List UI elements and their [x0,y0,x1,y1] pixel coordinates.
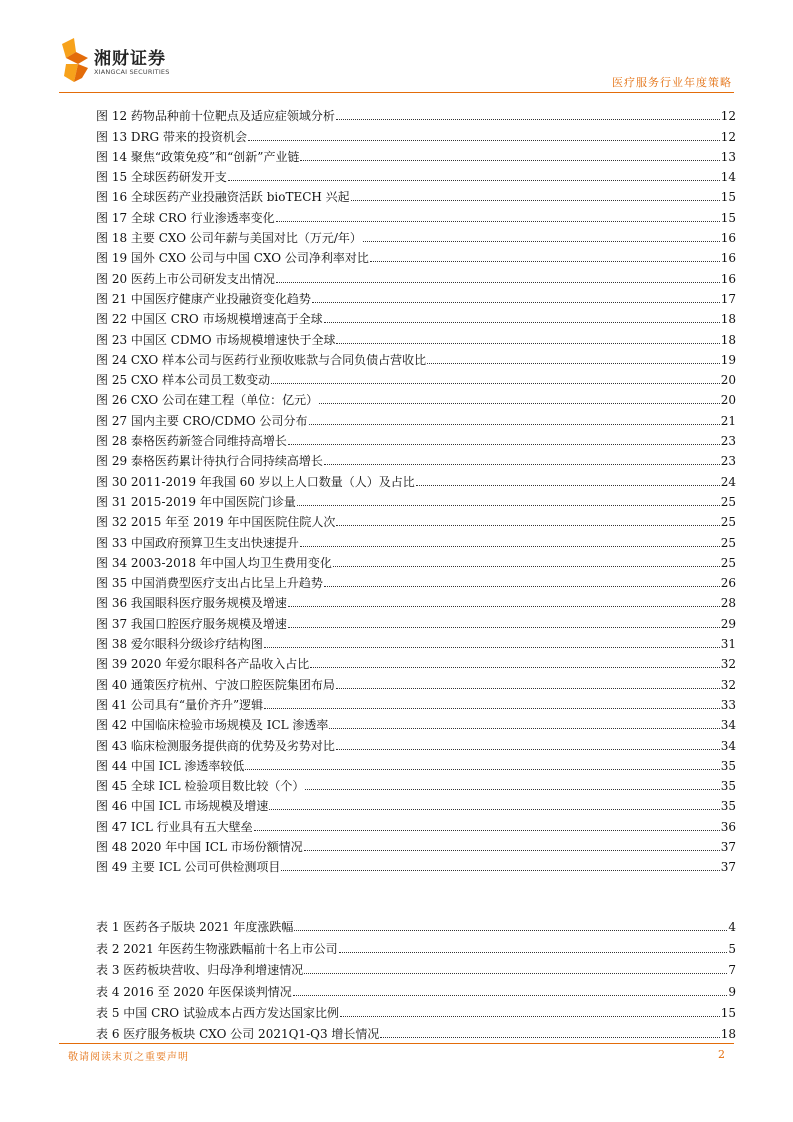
figure-entry-page: 16 [720,231,736,246]
page-number: 2 [718,1048,725,1061]
dot-leader [288,443,720,445]
dot-leader [351,199,720,201]
figure-entry-label: 图 45 全球 ICL 检验项目数比较（个） [96,779,305,794]
figure-entry-page: 18 [720,312,736,327]
figure-entry[interactable] [96,509,736,529]
figure-entry-page: 32 [720,657,736,672]
figure-entry-label: 图 49 主要 ICL 公司可供检测项目 [96,860,281,875]
figure-entry[interactable] [96,610,736,630]
dot-leader [271,382,720,384]
dot-leader [304,972,727,974]
figure-entry-label: 图 38 爱尔眼科分级诊疗结构图 [96,637,263,652]
table-entry-label: 表 2 2021 年医药生物涨跌幅前十名上市公司 [96,941,338,956]
figure-entry-label: 图 48 2020 年中国 ICL 市场份额情况 [96,839,303,854]
figure-index [96,103,736,874]
figure-entry[interactable] [96,692,736,712]
figure-entry-page: 17 [720,291,736,306]
figure-entry[interactable] [96,712,736,732]
dot-leader [370,260,720,262]
dot-leader [297,504,720,506]
figure-entry-page: 19 [720,352,736,367]
table-entry[interactable] [96,956,736,977]
table-entry-page: 7 [728,963,736,978]
figure-entry[interactable] [96,570,736,590]
figure-entry[interactable] [96,448,736,468]
figure-entry-page: 34 [720,738,736,753]
logo-name-cn: 湘财证券 [94,49,166,69]
dot-leader [264,646,720,648]
dot-leader [336,118,720,120]
figure-entry-page: 20 [720,393,736,408]
figure-entry-label: 图 43 临床检测服务提供商的优势及劣势对比 [96,738,335,753]
figure-entry-page: 34 [720,718,736,733]
dot-leader [305,788,719,790]
figure-entry[interactable] [96,123,736,143]
figure-entry-page: 23 [720,434,736,449]
dot-leader [309,423,720,425]
figure-entry-label: 图 40 通策医疗杭州、宁波口腔医院集团布局 [96,677,335,692]
document-title: 医疗服务行业年度策略 [612,76,732,89]
figure-entry[interactable] [96,286,736,306]
figure-entry-label: 图 37 我国口腔医疗服务规模及增速 [96,616,287,631]
figure-entry-page: 33 [720,697,736,712]
figure-entry[interactable] [96,387,736,407]
dot-leader [339,951,728,953]
figure-entry-label: 图 44 中国 ICL 渗透率较低 [96,758,245,773]
figure-entry[interactable] [96,144,736,164]
dot-leader [416,484,720,486]
dot-leader [340,1015,720,1017]
figure-entry[interactable] [96,225,736,245]
figure-entry-page: 37 [720,860,736,875]
figure-entry-label: 图 46 中国 ICL 市场规模及增速 [96,799,269,814]
table-entry-label: 表 4 2016 至 2020 年医保谈判情况 [96,984,292,999]
figure-entry-page: 36 [720,819,736,834]
figure-entry[interactable] [96,103,736,123]
figure-entry-label: 图 15 全球医药研发开支 [96,170,227,185]
figure-entry-page: 35 [720,799,736,814]
figure-entry[interactable] [96,306,736,326]
figure-entry[interactable] [96,489,736,509]
figure-entry-label: 图 17 全球 CRO 行业渗透率变化 [96,210,275,225]
figure-entry-page: 25 [720,515,736,530]
company-logo [60,38,170,84]
figure-entry-page: 28 [720,596,736,611]
footer-disclaimer: 敬请阅读末页之重要声明 [68,1052,189,1063]
figure-entry-label: 图 42 中国临床检验市场规模及 ICL 渗透率 [96,718,329,733]
figure-entry-label: 图 27 国内主要 CRO/CDMO 公司分布 [96,413,308,428]
dot-leader [276,281,720,283]
figure-entry[interactable] [96,265,736,285]
figure-entry-label: 图 12 药物品种前十位靶点及适应症领域分析 [96,109,335,124]
table-entry-page: 18 [720,1027,736,1042]
header-divider [59,92,734,93]
dot-leader [281,869,719,871]
figure-entry[interactable] [96,468,736,488]
figure-entry-page: 25 [720,555,736,570]
figure-entry-page: 26 [720,576,736,591]
dot-leader [324,585,720,587]
dot-leader [269,808,719,810]
figure-entry-page: 16 [720,251,736,266]
dot-leader [288,626,720,628]
figure-entry-page: 16 [720,271,736,286]
figure-entry-page: 12 [720,109,736,124]
dot-leader [293,994,728,996]
dot-leader [363,240,720,242]
figure-entry[interactable] [96,631,736,651]
figure-entry[interactable] [96,204,736,224]
figure-entry-label: 图 30 2011-2019 年我国 60 岁以上人口数量（人）及占比 [96,474,415,489]
figure-entry-page: 31 [720,637,736,652]
dot-leader [245,768,719,770]
dot-leader [336,748,720,750]
figure-entry-page: 15 [720,190,736,205]
table-entry-page: 9 [728,984,736,999]
figure-entry[interactable] [96,854,736,874]
figure-entry-label: 图 20 医药上市公司研发支出情况 [96,271,275,286]
figure-entry-page: 13 [720,149,736,164]
figure-entry-label: 图 29 泰格医药累计待执行合同持续高增长 [96,454,323,469]
dot-leader [312,301,720,303]
table-entry-label: 表 3 医药板块营收、归母净利增速情况 [96,963,304,978]
figure-entry-page: 37 [720,839,736,854]
footer-divider [59,1043,734,1044]
figure-entry-label: 图 13 DRG 带来的投资机会 [96,129,247,144]
figure-entry[interactable] [96,773,736,793]
dot-leader [324,321,720,323]
figure-entry-label: 图 25 CXO 样本公司员工数变动 [96,373,271,388]
figure-entry-label: 图 21 中国医疗健康产业投融资变化趋势 [96,291,311,306]
figure-entry-label: 图 39 2020 年爱尔眼科各产品收入占比 [96,657,310,672]
figure-entry-label: 图 26 CXO 公司在建工程（单位：亿元） [96,393,319,408]
figure-entry-page: 14 [720,170,736,185]
figure-entry-label: 图 23 中国区 CDMO 市场规模增速快于全球 [96,332,336,347]
dot-leader [264,707,720,709]
figure-entry[interactable] [96,326,736,346]
dot-leader [248,139,720,141]
figure-entry-page: 15 [720,210,736,225]
dot-leader [300,159,719,161]
figure-entry-page: 29 [720,616,736,631]
dot-leader [329,727,719,729]
figure-entry-page: 25 [720,494,736,509]
figure-entry-label: 图 32 2015 年至 2019 年中国医院住院人次 [96,515,336,530]
dot-leader [324,463,720,465]
table-entry[interactable] [96,977,736,998]
figure-entry-label: 图 19 国外 CXO 公司与中国 CXO 公司净利率对比 [96,251,369,266]
figure-entry[interactable] [96,550,736,570]
table-entry[interactable] [96,1020,736,1041]
table-entry[interactable] [96,913,736,934]
figure-entry-label: 图 18 主要 CXO 公司年薪与美国对比（万元/年） [96,231,362,246]
figure-entry-page: 18 [720,332,736,347]
figure-entry-label: 图 34 2003-2018 年中国人均卫生费用变化 [96,555,332,570]
figure-entry[interactable] [96,732,736,752]
table-entry-label: 表 6 医疗服务板块 CXO 公司 2021Q1-Q3 增长情况 [96,1027,380,1042]
dot-leader [336,524,719,526]
dot-leader [276,220,720,222]
table-entry[interactable] [96,934,736,955]
logo-name-en: XIANGCAI SECURITIES [94,68,170,76]
figure-entry-label: 图 16 全球医药产业投融资活跃 bioTECH 兴起 [96,190,350,205]
figure-entry-page: 35 [720,758,736,773]
figure-entry-label: 图 24 CXO 样本公司与医药行业预收账款与合同负债占营收比 [96,352,427,367]
dot-leader [310,666,719,668]
figure-entry-label: 图 41 公司具有“量价齐升”逻辑 [96,697,264,712]
table-entry-label: 表 1 医药各子版块 2021 年度涨跌幅 [96,920,294,935]
figure-entry[interactable] [96,834,736,854]
figure-entry-page: 23 [720,454,736,469]
table-index [96,913,736,1041]
xiangcai-logo-icon [60,38,90,84]
figure-entry-page: 32 [720,677,736,692]
dot-leader [333,565,720,567]
figure-entry-page: 21 [720,413,736,428]
table-entry-label: 表 5 中国 CRO 试验成本占西方发达国家比例 [96,1005,339,1020]
table-entry-page: 4 [728,920,736,935]
figure-entry-page: 25 [720,535,736,550]
figure-entry-page: 24 [720,474,736,489]
figure-entry-label: 图 14 聚焦“政策免疫”和“创新”产业链 [96,149,300,164]
dot-leader [294,929,727,931]
figure-entry[interactable] [96,184,736,204]
figure-entry[interactable] [96,671,736,691]
figure-entry[interactable] [96,245,736,265]
table-entry-page: 5 [728,941,736,956]
figure-entry-label: 图 36 我国眼科医疗服务规模及增速 [96,596,287,611]
figure-entry[interactable] [96,407,736,427]
figure-entry-label: 图 47 ICL 行业具有五大壁垒 [96,819,253,834]
figure-entry-label: 图 35 中国消费型医疗支出占比呈上升趋势 [96,576,323,591]
dot-leader [427,362,720,364]
figure-entry[interactable] [96,428,736,448]
dot-leader [336,687,720,689]
figure-entry[interactable] [96,793,736,813]
figure-entry[interactable] [96,347,736,367]
table-entry[interactable] [96,999,736,1020]
dot-leader [300,545,720,547]
figure-entry-page: 35 [720,779,736,794]
figure-entry[interactable] [96,813,736,833]
figure-entry[interactable] [96,651,736,671]
figure-entry-label: 图 28 泰格医药新签合同维持高增长 [96,434,287,449]
dot-leader [336,342,719,344]
figure-entry-page: 20 [720,373,736,388]
dot-leader [319,402,720,404]
figure-entry[interactable] [96,529,736,549]
dot-leader [304,849,720,851]
figure-entry[interactable] [96,590,736,610]
figure-entry[interactable] [96,164,736,184]
dot-leader [254,829,720,831]
figure-entry-label: 图 31 2015-2019 年中国医院门诊量 [96,494,296,509]
dot-leader [288,605,720,607]
dot-leader [228,179,720,181]
figure-entry-label: 图 33 中国政府预算卫生支出快速提升 [96,535,299,550]
dot-leader [380,1036,719,1038]
figure-entry-page: 12 [720,129,736,144]
figure-entry[interactable] [96,367,736,387]
figure-entry-label: 图 22 中国区 CRO 市场规模增速高于全球 [96,312,323,327]
table-entry-page: 15 [720,1005,736,1020]
figure-entry[interactable] [96,753,736,773]
